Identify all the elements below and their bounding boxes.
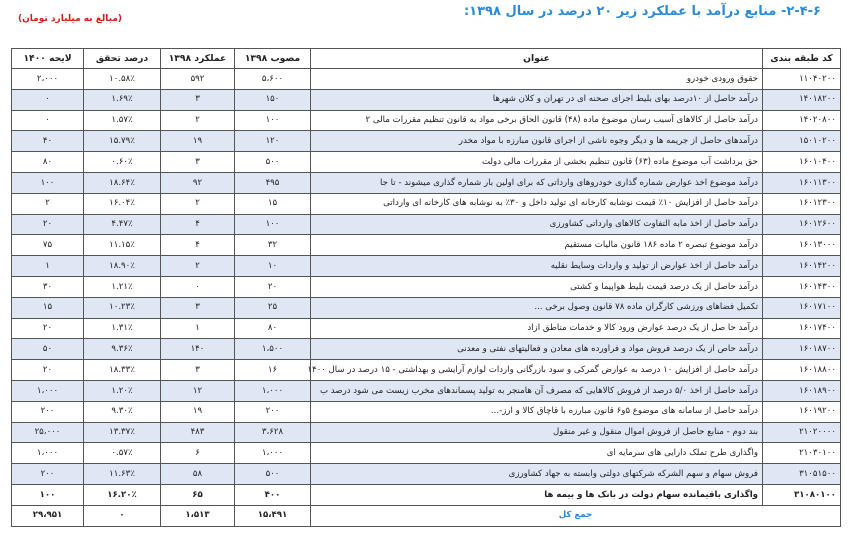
cell-performance: ۱۲ bbox=[161, 380, 235, 401]
cell-bill: ۲۰۰ bbox=[12, 401, 84, 422]
header-approved: مصوب ۱۳۹۸ bbox=[235, 49, 311, 69]
table-row bbox=[12, 69, 841, 90]
table-row bbox=[12, 131, 841, 152]
cell-performance: ۵۸ bbox=[161, 464, 235, 485]
cell-percent: ۰.۵۷٪ bbox=[84, 443, 161, 464]
cell-percent: ۹.۳۰٪ bbox=[84, 401, 161, 422]
table-row bbox=[12, 235, 841, 256]
cell-bill: ۲۰ bbox=[12, 214, 84, 235]
cell-percent: ۱.۲۰٪ bbox=[84, 380, 161, 401]
cell-title: تکمیل فضاهای ورزشی کارگران ماده ۷۸ قانون وصول برخی ... bbox=[311, 297, 763, 318]
cell-code: ۱۴۰۲۰۸۰۰ bbox=[763, 110, 841, 131]
cell-bill: ۱،۰۰۰ bbox=[12, 443, 84, 464]
cell-bill: ۲۰ bbox=[12, 318, 84, 339]
cell-percent: ۱۶.۲۰٪ bbox=[84, 484, 161, 505]
cell-title: درآمد حاصل از یک درصد قیمت بلیط هواپیما و کشتی bbox=[311, 276, 763, 297]
cell-code: ۱۶۰۱۲۳۰۰ bbox=[763, 193, 841, 214]
cell-code: ۱۶۰۱۸۷۰۰ bbox=[763, 339, 841, 360]
table-row bbox=[12, 152, 841, 173]
cell-code: ۱۶۰۱۷۱۰۰ bbox=[763, 297, 841, 318]
cell-performance: ۴۸۳ bbox=[161, 422, 235, 443]
revenue-table bbox=[11, 48, 841, 527]
cell-code: ۳۱۰۸۰۱۰۰ bbox=[763, 484, 841, 505]
cell-bill: ۱ bbox=[12, 256, 84, 277]
header-title: عنوان bbox=[311, 49, 763, 69]
cell-bill: ۱۵ bbox=[12, 297, 84, 318]
cell-approved: ۱،۰۰۰ bbox=[235, 380, 311, 401]
cell-percent: ۱۵.۷۹٪ bbox=[84, 131, 161, 152]
cell-code: ۱۶۰۱۴۳۰۰ bbox=[763, 276, 841, 297]
cell-performance: ۲ bbox=[161, 110, 235, 131]
cell-performance: ۲ bbox=[161, 193, 235, 214]
cell-performance: ۴ bbox=[161, 235, 235, 256]
total-row bbox=[12, 505, 841, 526]
cell-approved: ۸۰ bbox=[235, 318, 311, 339]
cell-title: درآمد حاصل از کالاهای آسیب رسان موضوع ماده (۴۸) قانون الحاق برخی مواد به قانون تنظیم مقررات مالی ۲ bbox=[311, 110, 763, 131]
cell-code: ۱۶۰۱۱۳۰۰ bbox=[763, 172, 841, 193]
cell-title: درآمد حاص از یک درصد فروش مواد و فراورده های معادن و فعالیتهای نفتی و معدنی bbox=[311, 339, 763, 360]
total-bill: ۲۹،۹۵۱ bbox=[12, 505, 84, 526]
cell-title: بند دوم - منابع حاصل از فروش اموال منقول و غیر منقول bbox=[311, 422, 763, 443]
cell-performance: ۱۹ bbox=[161, 131, 235, 152]
cell-approved: ۱۵۰ bbox=[235, 89, 311, 110]
cell-performance: ۳ bbox=[161, 297, 235, 318]
cell-approved: ۳۲ bbox=[235, 235, 311, 256]
header-code: کد طبقه بندی bbox=[763, 49, 841, 69]
cell-performance: ۳ bbox=[161, 152, 235, 173]
header-row bbox=[12, 49, 841, 69]
cell-code: ۱۶۰۱۸۸۰۰ bbox=[763, 360, 841, 381]
cell-performance: ۹۲ bbox=[161, 172, 235, 193]
cell-performance: ۰ bbox=[161, 276, 235, 297]
cell-approved: ۲۵ bbox=[235, 297, 311, 318]
cell-approved: ۵۰۰ bbox=[235, 152, 311, 173]
cell-title: درآمد حاصل از سامانه های موضوع ۵و۶ قانون مبارزه با قاچاق کالا و ارز-... bbox=[311, 401, 763, 422]
cell-percent: ۱۸.۳۳٪ bbox=[84, 360, 161, 381]
cell-percent: ۱۱.۱۵٪ bbox=[84, 235, 161, 256]
cell-bill: ۲۵،۰۰۰ bbox=[12, 422, 84, 443]
cell-percent: ۱۳.۳۷٪ bbox=[84, 422, 161, 443]
cell-percent: ۱.۵۷٪ bbox=[84, 110, 161, 131]
cell-code: ۱۵۰۱۰۲۰۰ bbox=[763, 131, 841, 152]
cell-percent: ۱.۲۱٪ bbox=[84, 276, 161, 297]
cell-approved: ۱۶ bbox=[235, 360, 311, 381]
cell-approved: ۱۲۰ bbox=[235, 131, 311, 152]
cell-bill: ۸۰ bbox=[12, 152, 84, 173]
table-row bbox=[12, 484, 841, 505]
cell-code: ۱۶۰۱۷۴۰۰ bbox=[763, 318, 841, 339]
table-row bbox=[12, 193, 841, 214]
cell-title: حقوق ورودی خودرو bbox=[311, 69, 763, 90]
table-row bbox=[12, 297, 841, 318]
total-percent: ۰ bbox=[84, 505, 161, 526]
cell-bill: ۵۰ bbox=[12, 339, 84, 360]
cell-code: ۱۱۰۴۰۲۰۰ bbox=[763, 69, 841, 90]
table-row bbox=[12, 110, 841, 131]
cell-percent: ۱۱.۶۳٪ bbox=[84, 464, 161, 485]
cell-percent: ۰.۶۰٪ bbox=[84, 152, 161, 173]
table-row bbox=[12, 318, 841, 339]
cell-approved: ۱۰ bbox=[235, 256, 311, 277]
table-row bbox=[12, 464, 841, 485]
cell-title: درآمد حاصل از اخذ ۵/۰ درصد از فروش کالاهایی که مصرف آن هامنجر به تولید پسماندهای مخرب زیست می شود درصد ب bbox=[311, 380, 763, 401]
total-label: جمع کل bbox=[311, 505, 841, 526]
cell-title: درآمد حاصل از اخذ عوارض از تولید و واردات وسایط نقلیه bbox=[311, 256, 763, 277]
cell-title: واگذاری طرح تملک دارایی های سرمایه ای bbox=[311, 443, 763, 464]
cell-performance: ۳ bbox=[161, 360, 235, 381]
table-row bbox=[12, 422, 841, 443]
table-row bbox=[12, 172, 841, 193]
cell-bill: ۲۰ bbox=[12, 360, 84, 381]
cell-title: درآمدهای حاصل از جریمه ها و دیگر وجوه ناشی از اجرای قانون مبارزه با مواد مخدر bbox=[311, 131, 763, 152]
table-row bbox=[12, 401, 841, 422]
header-performance: عملکرد ۱۳۹۸ bbox=[161, 49, 235, 69]
cell-approved: ۵۰۰ bbox=[235, 464, 311, 485]
table-row bbox=[12, 360, 841, 381]
cell-bill: ۱۰۰ bbox=[12, 172, 84, 193]
cell-percent: ۱.۶۹٪ bbox=[84, 89, 161, 110]
cell-performance: ۱ bbox=[161, 318, 235, 339]
cell-code: ۱۴۰۱۸۲۰۰ bbox=[763, 89, 841, 110]
cell-approved: ۴۹۵ bbox=[235, 172, 311, 193]
cell-approved: ۴۰۰ bbox=[235, 484, 311, 505]
cell-performance: ۲ bbox=[161, 256, 235, 277]
table-row bbox=[12, 256, 841, 277]
cell-code: ۱۶۰۱۳۰۰۰ bbox=[763, 235, 841, 256]
cell-approved: ۵،۶۰۰ bbox=[235, 69, 311, 90]
cell-title: حق برداشت آب موضوع ماده (۶۳) قانون تنظیم بخشی از مقررات مالی دولت bbox=[311, 152, 763, 173]
cell-bill: ۷۵ bbox=[12, 235, 84, 256]
cell-title: فروش سهام و سهم الشرکه شرکتهای دولتی وابسته به جهاد کشاورزی bbox=[311, 464, 763, 485]
cell-approved: ۱۵ bbox=[235, 193, 311, 214]
cell-percent: ۱۸.۹۰٪ bbox=[84, 256, 161, 277]
cell-code: ۳۱۰۵۱۵۰۰ bbox=[763, 464, 841, 485]
cell-title: درآمد موضوع تبصره ۲ ماده ۱۸۶ قانون مالیات مستقیم bbox=[311, 235, 763, 256]
cell-bill: ۰ bbox=[12, 110, 84, 131]
header-percent: درصد تحقق bbox=[84, 49, 161, 69]
cell-performance: ۱۹ bbox=[161, 401, 235, 422]
cell-title: درآمد حا صل از یک درصد عوارض ورود کالا و خدمات مناطق ازاد bbox=[311, 318, 763, 339]
cell-title: درآمد حاصل از اخذ مابه التفاوت کالاهای وارداتی کشاورزی bbox=[311, 214, 763, 235]
cell-title: درآمد حاصل از افزایش ۱۰٪ قیمت نوشابه کارخانه ای تولید داخل و ۳۰٪ به نوشابه های کارخانه ای وارداتی bbox=[311, 193, 763, 214]
cell-performance: ۳ bbox=[161, 89, 235, 110]
cell-bill: ۳۰ bbox=[12, 276, 84, 297]
cell-approved: ۲۰ bbox=[235, 276, 311, 297]
cell-performance: ۵۹۲ bbox=[161, 69, 235, 90]
cell-code: ۱۶۰۱۹۲۰۰ bbox=[763, 401, 841, 422]
table-row bbox=[12, 276, 841, 297]
cell-code: ۱۶۰۱۰۴۰۰ bbox=[763, 152, 841, 173]
cell-code: ۲۱۰۲۰۰۰۰ bbox=[763, 422, 841, 443]
cell-approved: ۱،۵۰۰ bbox=[235, 339, 311, 360]
table-row bbox=[12, 89, 841, 110]
header-bill: لایحه ۱۴۰۰ bbox=[12, 49, 84, 69]
cell-bill: ۲،۰۰۰ bbox=[12, 69, 84, 90]
cell-code: ۱۶۰۱۸۹۰۰ bbox=[763, 380, 841, 401]
table-row bbox=[12, 214, 841, 235]
cell-performance: ۶۵ bbox=[161, 484, 235, 505]
cell-approved: ۱۰۰ bbox=[235, 110, 311, 131]
cell-bill: ۱،۰۰۰ bbox=[12, 380, 84, 401]
cell-title: درآمد موضوع اخذ عوارض شماره گذاری خودروهای وارداتی که برای اولین بار شماره گذاری میشوند - تا جا bbox=[311, 172, 763, 193]
cell-approved: ۱۰۰ bbox=[235, 214, 311, 235]
unit-note: (مبالغ به میلیارد تومان) bbox=[18, 14, 123, 24]
table-row bbox=[12, 443, 841, 464]
total-approved: ۱۵،۴۹۱ bbox=[235, 505, 311, 526]
cell-bill: ۱۰۰ bbox=[12, 484, 84, 505]
table-row bbox=[12, 339, 841, 360]
cell-title: واگذاری باقیمانده سهام دولت در بانک ها و بیمه ها bbox=[311, 484, 763, 505]
total-performance: ۱،۵۱۳ bbox=[161, 505, 235, 526]
cell-code: ۱۶۰۱۴۲۰۰ bbox=[763, 256, 841, 277]
table-row bbox=[12, 380, 841, 401]
cell-bill: ۲ bbox=[12, 193, 84, 214]
cell-title: درآمد حاصل از افزایش ۱۰ درصد به عوارض گمرکی و سود بازرگانی واردات لوازم آرایشی و بهداشتی - ۱۵ درصد در سال ۱۴۰۰ bbox=[311, 360, 763, 381]
cell-title: درآمد حاصل از ۱۰درصد بهای بلیط اجرای صحنه ای در تهران و کلان شهرها bbox=[311, 89, 763, 110]
cell-performance: ۱۴۰ bbox=[161, 339, 235, 360]
cell-performance: ۶ bbox=[161, 443, 235, 464]
cell-bill: ۰ bbox=[12, 89, 84, 110]
cell-percent: ۱۶.۰۴٪ bbox=[84, 193, 161, 214]
cell-approved: ۲۰۰ bbox=[235, 401, 311, 422]
cell-approved: ۳،۶۲۸ bbox=[235, 422, 311, 443]
cell-bill: ۴۰ bbox=[12, 131, 84, 152]
cell-percent: ۹.۳۶٪ bbox=[84, 339, 161, 360]
section-heading: ۲-۴-۶- منابع درآمد با عملکرد زیر ۲۰ درصد در سال ۱۳۹۸: bbox=[463, 4, 821, 19]
cell-performance: ۴ bbox=[161, 214, 235, 235]
cell-code: ۱۶۰۱۲۶۰۰ bbox=[763, 214, 841, 235]
cell-approved: ۱،۰۰۰ bbox=[235, 443, 311, 464]
cell-bill: ۲۰۰ bbox=[12, 464, 84, 485]
cell-percent: ۴.۴۷٪ bbox=[84, 214, 161, 235]
cell-percent: ۱۸.۶۴٪ bbox=[84, 172, 161, 193]
cell-code: ۲۱۰۳۰۱۰۰ bbox=[763, 443, 841, 464]
cell-percent: ۱.۳۱٪ bbox=[84, 318, 161, 339]
cell-percent: ۱۰.۵۸٪ bbox=[84, 69, 161, 90]
cell-percent: ۱۰.۲۳٪ bbox=[84, 297, 161, 318]
